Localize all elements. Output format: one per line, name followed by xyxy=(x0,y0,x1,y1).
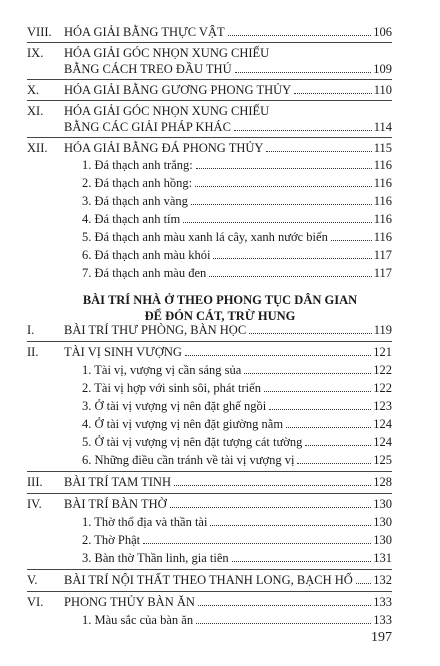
entry-page: 119 xyxy=(373,323,392,337)
entry-title: BÀI TRÍ NỘI THẤT THEO THANH LONG, BẠCH HỔ xyxy=(64,573,353,587)
subentry-page: 125 xyxy=(373,453,392,467)
dot-leader xyxy=(195,186,372,187)
subentry-title: 7. Đá thạch anh màu đen xyxy=(82,266,207,280)
entry-number: IX. xyxy=(27,46,44,60)
divider xyxy=(27,79,392,80)
page-number: 197 xyxy=(371,630,392,645)
entry-number: V. xyxy=(27,573,38,587)
divider xyxy=(27,100,392,101)
entry-title-line1: HÓA GIẢI GÓC NHỌN XUNG CHIẾU xyxy=(64,46,270,60)
entry-page: 130 xyxy=(373,497,392,511)
subentry-title: 4. Ở tài vị vượng vị nên đặt giường nằm xyxy=(82,417,284,431)
entry-title: PHONG THỦY BÀN ĂN xyxy=(64,595,195,609)
entry-page: 128 xyxy=(373,475,392,489)
entry-page: 109 xyxy=(373,62,392,76)
entry-page: 106 xyxy=(373,25,392,39)
subentry-title: 1. Đá thạch anh trắng: xyxy=(82,158,193,172)
entry-title-line2: BẰNG CÁCH TREO ĐẦU THÚ xyxy=(64,62,232,76)
entry-number: XII. xyxy=(27,141,48,155)
dot-leader xyxy=(198,605,371,606)
entry-title-line1: HÓA GIẢI GÓC NHỌN XUNG CHIẾU xyxy=(64,104,270,118)
subentry-title: 6. Đá thạch anh màu khói xyxy=(82,248,211,262)
entry-number: I. xyxy=(27,323,35,337)
section-heading-line2: ĐỂ ĐÓN CÁT, TRỪ HUNG xyxy=(144,309,296,323)
subentry-title: 6. Những điều cần tránh về tài vị vượng vị xyxy=(82,453,295,467)
section-heading-line1: BÀI TRÍ NHÀ Ở THEO PHONG TỤC DÂN GIAN xyxy=(82,293,358,307)
dot-leader xyxy=(196,168,372,169)
subentry-page: 116 xyxy=(373,230,392,244)
dot-leader xyxy=(266,151,371,152)
dot-leader xyxy=(269,409,371,410)
dot-leader xyxy=(331,240,372,241)
dot-leader xyxy=(209,276,371,277)
dot-leader xyxy=(234,130,372,131)
dot-leader xyxy=(143,543,371,544)
toc-entry xyxy=(27,45,392,77)
subentry-page: 123 xyxy=(373,399,392,413)
dot-leader xyxy=(294,93,372,94)
subentry-title: 4. Đá thạch anh tím xyxy=(82,212,181,226)
subentry-page: 130 xyxy=(373,515,392,529)
entry-page: 114 xyxy=(373,120,392,134)
dot-leader xyxy=(264,391,371,392)
entry-page: 133 xyxy=(373,595,392,609)
dot-leader xyxy=(183,222,371,223)
subentry-page: 133 xyxy=(373,613,392,627)
subentry-title: 3. Ở tài vị vượng vị nên đặt ghế ngồi xyxy=(82,399,267,413)
subentry-page: 116 xyxy=(373,158,392,172)
entry-number: IV. xyxy=(27,497,42,511)
subentry-page: 117 xyxy=(373,266,392,280)
dot-leader xyxy=(297,463,371,464)
dot-leader xyxy=(185,355,371,356)
subentry-title: 3. Bàn thờ Thần linh, gia tiên xyxy=(82,551,229,565)
subentry-title: 1. Màu sắc của bàn ăn xyxy=(82,613,194,627)
dot-leader xyxy=(286,427,371,428)
dot-leader xyxy=(356,583,371,584)
subentry-page: 130 xyxy=(373,533,392,547)
entry-number: II. xyxy=(27,345,39,359)
entry-title: HÓA GIẢI BẰNG ĐÁ PHONG THỦY xyxy=(64,141,264,155)
dot-leader xyxy=(249,333,372,334)
entry-title: BÀI TRÍ THƯ PHÒNG, BÀN HỌC xyxy=(64,323,247,337)
entry-number: X. xyxy=(27,83,40,97)
divider xyxy=(27,42,392,43)
subentry-title: 1. Thờ thổ địa và thần tài xyxy=(82,515,208,529)
dot-leader xyxy=(305,445,371,446)
subentry-title: 2. Thờ Phật xyxy=(82,533,141,547)
dot-leader xyxy=(235,72,372,73)
toc-entry xyxy=(27,103,392,135)
dot-leader xyxy=(244,373,371,374)
entry-page: 115 xyxy=(373,141,392,155)
subentry-title: 2. Đá thạch anh hồng: xyxy=(82,176,193,190)
subentry-page: 122 xyxy=(373,363,392,377)
entry-page: 132 xyxy=(373,573,392,587)
entry-page: 121 xyxy=(373,345,392,359)
entry-title-line2: BẰNG CÁC GIẢI PHÁP KHÁC xyxy=(64,120,231,134)
subentry-page: 124 xyxy=(373,417,392,431)
subentry-page: 117 xyxy=(373,248,392,262)
subentry-title: 5. Đá thạch anh màu xanh lá cây, xanh nước biển xyxy=(82,230,328,244)
entry-number: VI. xyxy=(27,595,44,609)
divider xyxy=(27,137,392,138)
divider xyxy=(27,569,392,570)
entry-number: VIII. xyxy=(27,25,52,39)
subentry-page: 122 xyxy=(373,381,392,395)
divider xyxy=(27,493,392,494)
dot-leader xyxy=(170,507,372,508)
entry-title: TÀI VỊ SINH VƯỢNG xyxy=(64,345,182,359)
subentry-title: 5. Ở tài vị vượng vị nên đặt tượng cát tường xyxy=(82,435,303,449)
divider xyxy=(27,471,392,472)
entry-title: BÀI TRÍ BÀN THỜ xyxy=(64,497,167,511)
subentry-title: 3. Đá thạch anh vàng xyxy=(82,194,188,208)
dot-leader xyxy=(228,35,372,36)
entry-number: XI. xyxy=(27,104,44,118)
dot-leader xyxy=(232,561,372,562)
subentry-page: 116 xyxy=(373,212,392,226)
subentry-page: 116 xyxy=(373,176,392,190)
subentry-page: 124 xyxy=(373,435,392,449)
dot-leader xyxy=(174,485,371,486)
divider xyxy=(27,591,392,592)
dot-leader xyxy=(196,623,371,624)
entry-title: HÓA GIẢI BẰNG GƯƠNG PHONG THỦY xyxy=(64,83,292,97)
entry-number: III. xyxy=(27,475,43,489)
entry-page: 110 xyxy=(373,83,392,97)
dot-leader xyxy=(213,258,371,259)
dot-leader xyxy=(191,204,372,205)
divider xyxy=(27,341,392,342)
subentry-title: 1. Tài vị, vượng vị cần sáng sủa xyxy=(82,363,242,377)
dot-leader xyxy=(210,525,371,526)
subentry-page: 116 xyxy=(373,194,392,208)
subentry-page: 131 xyxy=(373,551,392,565)
entry-title: BÀI TRÍ TAM TINH xyxy=(64,475,171,489)
subentry-title: 2. Tài vị hợp với sinh sôi, phát triển xyxy=(82,381,261,395)
entry-title: HÓA GIẢI BẰNG THỰC VẬT xyxy=(64,25,225,39)
